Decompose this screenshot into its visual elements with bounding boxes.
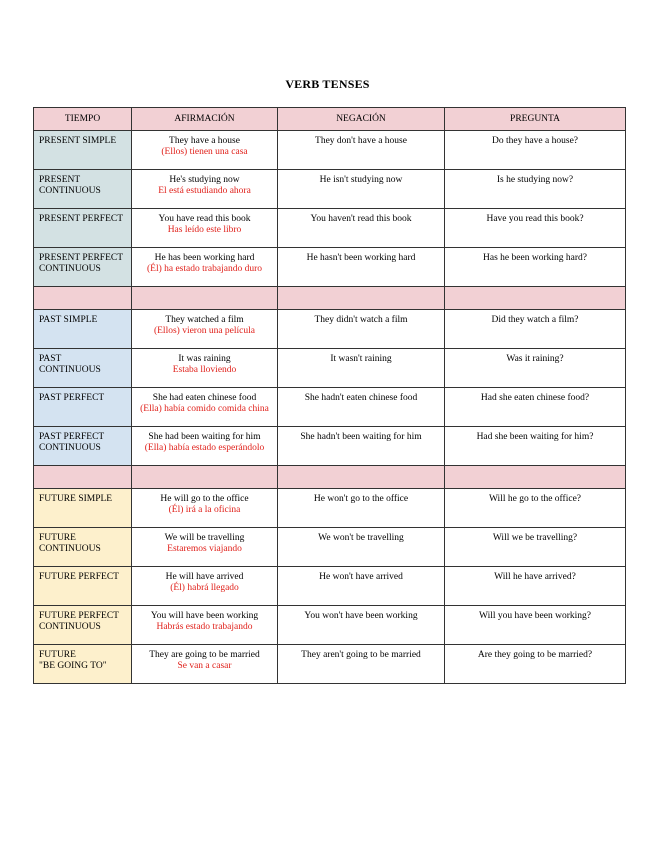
negation-cell: They aren't going to be married xyxy=(278,645,445,684)
affirmation-english: She had been waiting for him xyxy=(148,432,261,442)
verb-tenses-table xyxy=(33,107,626,684)
tense-name-cell xyxy=(34,310,132,349)
affirmation-spanish: Has leído este libro xyxy=(167,225,242,235)
header-negacion: NEGACIÓN xyxy=(278,108,445,131)
separator-cell xyxy=(278,287,445,310)
negation-cell: He won't go to the office xyxy=(278,489,445,528)
table-row xyxy=(34,170,626,209)
affirmation-cell xyxy=(132,310,278,349)
affirmation-english: They have a house xyxy=(169,136,240,146)
separator-cell xyxy=(278,466,445,489)
separator-cell xyxy=(34,287,132,310)
table-row xyxy=(34,528,626,567)
table-row xyxy=(34,567,626,606)
table-row xyxy=(34,388,626,427)
negation-cell: He hasn't been working hard xyxy=(278,248,445,287)
affirmation-cell xyxy=(132,489,278,528)
affirmation-english: He's studying now xyxy=(169,175,240,185)
table-row xyxy=(34,427,626,466)
tense-name-cell xyxy=(34,349,132,388)
tense-name-line: FUTURE xyxy=(39,650,76,660)
affirmation-spanish: (Él) ha estado trabajando duro xyxy=(146,264,262,274)
table-row xyxy=(34,131,626,170)
document-title: VERB TENSES xyxy=(285,77,370,91)
table-row xyxy=(34,310,626,349)
question-cell: Are they going to be married? xyxy=(445,645,626,684)
negation-cell: He isn't studying now xyxy=(278,170,445,209)
separator-cell xyxy=(132,287,278,310)
tense-name-line: FUTURE SIMPLE xyxy=(39,494,113,504)
affirmation-english: He will have arrived xyxy=(165,572,244,582)
negation-cell: They don't have a house xyxy=(278,131,445,170)
group-separator-row xyxy=(34,466,626,489)
negation-cell: They didn't watch a film xyxy=(278,310,445,349)
affirmation-cell xyxy=(132,349,278,388)
affirmation-spanish: El está estudiando ahora xyxy=(158,186,251,196)
tense-name-line: PAST SIMPLE xyxy=(39,315,98,325)
tense-name-cell xyxy=(34,170,132,209)
negation-cell: It wasn't raining xyxy=(278,349,445,388)
question-cell: Will he have arrived? xyxy=(445,567,626,606)
tense-name-cell xyxy=(34,427,132,466)
question-cell: Has he been working hard? xyxy=(445,248,626,287)
table-row xyxy=(34,645,626,684)
affirmation-english: He has been working hard xyxy=(154,253,255,263)
affirmation-spanish: Estaremos viajando xyxy=(167,544,242,554)
affirmation-english: They are going to be married xyxy=(149,650,260,660)
tense-name-cell xyxy=(34,528,132,567)
tense-name-line: FUTURE PERFECT xyxy=(39,611,119,621)
affirmation-english: He will go to the office xyxy=(160,494,249,504)
header-tiempo: TIEMPO xyxy=(34,108,132,131)
tense-name-line: "BE GOING TO" xyxy=(39,661,107,671)
affirmation-spanish: Se van a casar xyxy=(177,661,232,671)
negation-cell: We won't be travelling xyxy=(278,528,445,567)
tense-name-line: PRESENT PERFECT xyxy=(39,214,124,224)
tense-name-line: PRESENT xyxy=(39,175,81,185)
tense-name-cell xyxy=(34,645,132,684)
question-cell: Was it raining? xyxy=(445,349,626,388)
affirmation-spanish: Habrás estado trabajando xyxy=(156,622,253,632)
separator-cell xyxy=(445,287,626,310)
affirmation-spanish: (Ellos) vieron una película xyxy=(153,326,256,336)
tense-name-line: PRESENT PERFECT xyxy=(39,253,124,263)
affirmation-spanish: (Él) habrá llegado xyxy=(170,583,239,593)
tense-name-line: FUTURE PERFECT xyxy=(39,572,119,582)
tense-name-cell xyxy=(34,131,132,170)
header-pregunta: PREGUNTA xyxy=(445,108,626,131)
separator-cell xyxy=(132,466,278,489)
affirmation-spanish: Estaba lloviendo xyxy=(172,365,237,375)
affirmation-cell xyxy=(132,388,278,427)
negation-cell: You won't have been working xyxy=(278,606,445,645)
tense-name-cell xyxy=(34,489,132,528)
group-separator-row xyxy=(34,287,626,310)
table-row xyxy=(34,606,626,645)
question-cell: Had she been waiting for him? xyxy=(445,427,626,466)
affirmation-english: It was raining xyxy=(178,354,231,364)
tense-name-line: CONTINUOUS xyxy=(39,622,101,632)
table-row xyxy=(34,209,626,248)
affirmation-cell xyxy=(132,170,278,209)
separator-cell xyxy=(445,466,626,489)
question-cell: Had she eaten chinese food? xyxy=(445,388,626,427)
tense-name-line: CONTINUOUS xyxy=(39,443,101,453)
affirmation-cell xyxy=(132,248,278,287)
affirmation-cell xyxy=(132,528,278,567)
tense-name-cell xyxy=(34,209,132,248)
tense-name-cell xyxy=(34,606,132,645)
affirmation-cell xyxy=(132,427,278,466)
affirmation-english: We will be travelling xyxy=(164,533,245,543)
table-row xyxy=(34,349,626,388)
affirmation-english: They watched a film xyxy=(165,315,244,325)
tense-name-cell xyxy=(34,248,132,287)
affirmation-spanish: (Ella) había comido comida china xyxy=(140,404,269,414)
negation-cell: He won't have arrived xyxy=(278,567,445,606)
affirmation-english: She had eaten chinese food xyxy=(152,393,257,403)
tense-name-line: PAST xyxy=(39,354,62,364)
tense-name-cell xyxy=(34,388,132,427)
affirmation-spanish: (Él) irá a la oficina xyxy=(168,505,241,515)
negation-cell: You haven't read this book xyxy=(278,209,445,248)
tense-name-line: PRESENT SIMPLE xyxy=(39,136,117,146)
tense-name-line: CONTINUOUS xyxy=(39,186,101,196)
tense-name-line: CONTINUOUS xyxy=(39,544,101,554)
tense-name-line: CONTINUOUS xyxy=(39,365,101,375)
tense-name-line: PAST PERFECT xyxy=(39,432,105,442)
header-afirmacion: AFIRMACIÓN xyxy=(132,108,278,131)
table-row xyxy=(34,489,626,528)
tense-name-line: PAST PERFECT xyxy=(39,393,105,403)
question-cell: Have you read this book? xyxy=(445,209,626,248)
tense-name-cell xyxy=(34,567,132,606)
affirmation-cell xyxy=(132,567,278,606)
affirmation-english: You have read this book xyxy=(158,214,251,224)
affirmation-spanish: (Ella) había estado esperándolo xyxy=(144,443,265,453)
affirmation-cell xyxy=(132,209,278,248)
negation-cell: She hadn't eaten chinese food xyxy=(278,388,445,427)
separator-cell xyxy=(34,466,132,489)
affirmation-cell xyxy=(132,131,278,170)
question-cell: Do they have a house? xyxy=(445,131,626,170)
affirmation-cell xyxy=(132,645,278,684)
table-row xyxy=(34,248,626,287)
affirmation-cell xyxy=(132,606,278,645)
question-cell: Will we be travelling? xyxy=(445,528,626,567)
affirmation-english: You will have been working xyxy=(150,611,259,621)
question-cell: Did they watch a film? xyxy=(445,310,626,349)
question-cell: Will he go to the office? xyxy=(445,489,626,528)
negation-cell: She hadn't been waiting for him xyxy=(278,427,445,466)
question-cell: Is he studying now? xyxy=(445,170,626,209)
tense-name-line: CONTINUOUS xyxy=(39,264,101,274)
tense-name-line: FUTURE xyxy=(39,533,76,543)
question-cell: Will you have been working? xyxy=(445,606,626,645)
header-row xyxy=(34,108,626,131)
affirmation-spanish: (Ellos) tienen una casa xyxy=(161,147,248,157)
